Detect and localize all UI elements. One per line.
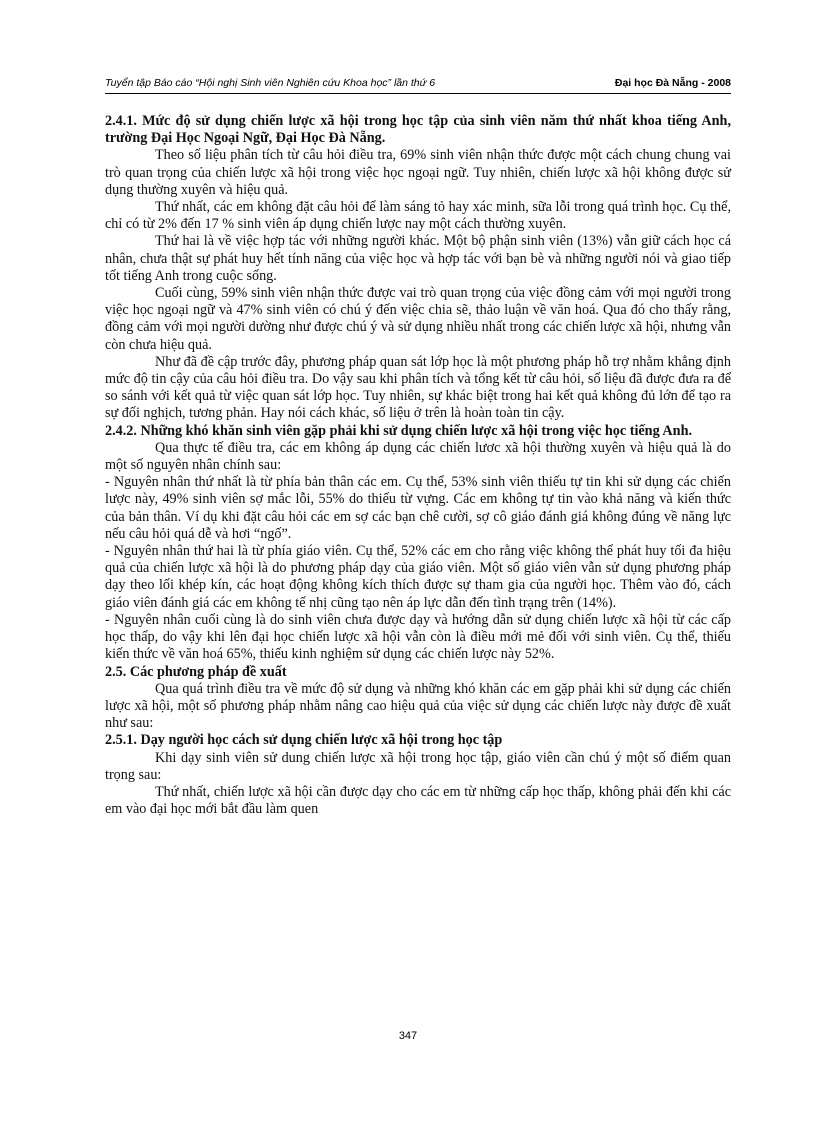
section-heading: 2.4.1. Mức độ sử dụng chiến lược xã hội trong học tập của sinh viên năm thứ nhất khoa tiếng Anh, trường Đại Học Ngoại Ngữ, Đại Học Đà Nẵng. (105, 113, 731, 147)
section-heading: 2.5.1. Dạy người học cách sử dụng chiến lược xã hội trong học tập (105, 732, 503, 749)
header-journal-title: Tuyển tập Báo cáo “Hội nghị Sinh viên Nghiên cứu Khoa học” lần thứ 6 (105, 77, 436, 89)
section-heading: 2.4.2. Những khó khăn sinh viên gặp phải khi sử dụng chiến lược xã hội trong việc học tiếng Anh. (105, 422, 692, 439)
paragraph: Thứ nhất, chiến lược xã hội cần được dạy cho các em từ những cấp học thấp, không phải đến khi các em vào đại học mới bắt đầu làm quen (105, 783, 731, 818)
paragraph: Qua thực tế điều tra, các em không áp dụng các chiến lươc xã hội thường xuyên và hiệu quả là do một số nguyên nhân chính sau: (105, 439, 731, 474)
paragraph: - Nguyên nhân thứ nhất là từ phía bản thân các em. Cụ thể, 53% sinh viên thiếu tự tin khi sử dụng các chiến lược này, 49% sinh viên sợ mắc lỗi, 55% do thiếu từ vựng. Các em không tự tin vào khả năng và kiến thức của bản thân. Ví dụ khi đặt câu hỏi các em sợ các bạn chê cười, sợ cô giáo đánh giá không đúng về năng lực nếu câu hỏi quá dễ và hơi “ngố”. (105, 474, 731, 542)
running-header (105, 75, 731, 93)
body-text (105, 113, 731, 818)
paragraph: Khi dạy sinh viên sử dung chiến lược xã hội trong học tập, giáo viên cần chú ý một số điểm quan trọng sau: (105, 749, 731, 783)
paragraph: - Nguyên nhân thứ hai là từ phía giáo viên. Cụ thể, 52% các em cho rằng việc không thể phát huy tối đa hiệu quả của chiến lược xã hội là do phương pháp dạy của giáo viên. Một số giáo viên vẫn sử dụng phương pháp dạy theo lối khép kín, các hoạt động không kích thích được sự tham gia của người học. Thêm vào đó, cách giáo viên đánh giá các em không tế nhị cũng tạo nên áp lực dẫn đến tình trạng trên (14%). (105, 543, 731, 611)
paragraph: Qua quá trình điều tra về mức độ sử dụng và những khó khăn các em gặp phải khi sử dụng các chiến lược xã hội, một số phương pháp nhằm nâng cao hiệu quả của việc sử dụng các chiến lược này được đề xuất như sau: (105, 680, 731, 732)
paragraph: - Nguyên nhân cuối cùng là do sinh viên chưa được dạy và hướng dẫn sử dụng chiến lược xã hội từ các cấp học thấp, do vậy khi lên đại học chiến lược xã hội vẫn còn là điều mới mẻ đối với sinh viên. Cụ thể, thiếu kiến thức về văn hoá 65%, thiếu kinh nghiệm sử dụng các chiến lược này 52%. (105, 611, 731, 663)
paragraph: Cuối cùng, 59% sinh viên nhận thức được vai trò quan trọng của việc đồng cảm với mọi người trong việc học ngoại ngữ và 47% sinh viên có chú ý đến việc chia sẽ, thảo luận về văn hoá. Qua đó cho thấy rằng, đồng cảm với mọi người dường như được chú ý và sử dụng nhiều nhất trong các chiến lược xã hội, nhưng vẫn còn chưa hiệu quả. (105, 285, 732, 353)
paragraph: Thứ nhất, các em không đặt câu hỏi để làm sáng tỏ hay xác minh, sữa lỗi trong quá trình học. Cụ thể, chỉ có từ 2% đến 17 % sinh viên áp dụng chiến lược nay một cách thường xuyên. (105, 199, 731, 233)
paragraph: Theo số liệu phân tích từ câu hỏi điều tra, 69% sinh viên nhận thức được một cách chung chung vai trò quan trọng của chiến lược xã hội trong việc học ngoại ngữ. Tuy nhiên, chiến lược xã hội không được sử dụng thường xuyên và hiệu quả. (105, 147, 731, 198)
section-heading: 2.5. Các phương pháp đề xuất (105, 663, 287, 680)
page-number: 347 (398, 1030, 418, 1042)
header-divider (105, 93, 731, 94)
paragraph: Thứ hai là về việc hợp tác với những người khác. Một bộ phận sinh viên (13%) vẫn giữ cách học cá nhân, chưa thật sự phát huy hết tính năng của việc học và hợp tác với bạn bè và những người nói và giao tiếp tốt tiếng Anh trong cuộc sống. (105, 233, 731, 284)
paragraph: Như đã đề cập trước đây, phương pháp quan sát lớp học là một phương pháp hỗ trợ nhằm khẳng định mức độ tin cậy của câu hỏi điều tra. Do vậy sau khi phân tích và tổng kết từ câu hỏi, số liệu đã được đưa ra để so sánh với kết quả từ việc quan sát lớp học. Tuy nhiên, sự khác biệt trong hai kết quả không đủ lớn để tạo ra sự đối nghịch, tương phản. Hay nói cách khác, số liệu ở trên là hoàn toàn tin cậy. (105, 353, 731, 422)
header-university: Đại học Đà Nẵng - 2008 (614, 77, 731, 89)
